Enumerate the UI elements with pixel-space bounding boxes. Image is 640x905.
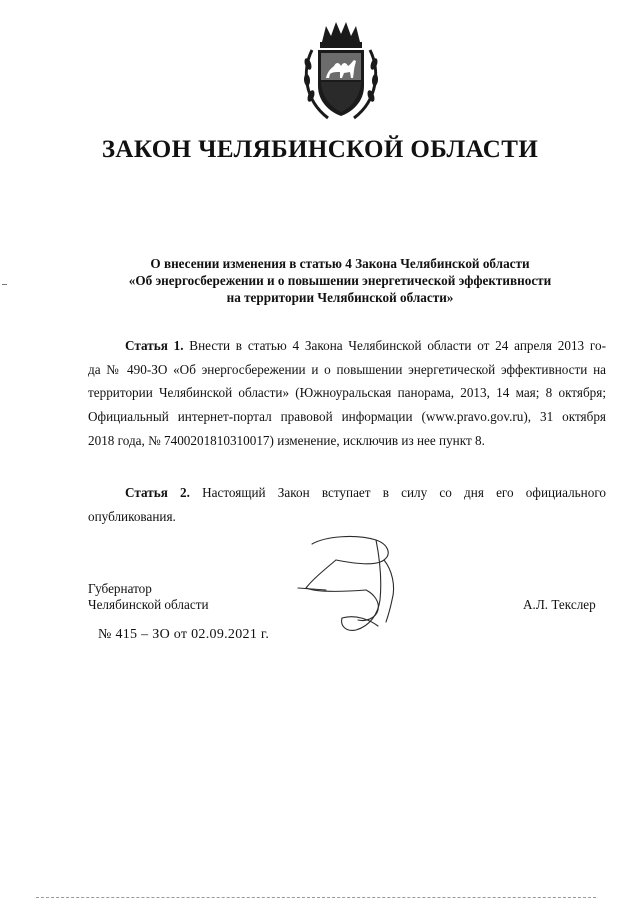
signature-mark [296, 530, 416, 648]
article-2-line [88, 481, 606, 505]
coat-of-arms-icon [298, 20, 384, 124]
article-1-line: да № 490-ЗО «Об энергосбережении и о повышении энергетической эффективности на [88, 361, 606, 377]
governor-region: Челябинской области [88, 597, 209, 612]
subject-line: на территории Челябинской области» [226, 290, 454, 305]
article-2-text: Настоящий Закон вступает в силу со дня его официального [189, 485, 606, 500]
article-1-line: территории Челябинской области» (Южноуральская панорама, 2013, 14 мая; 8 октября; [88, 385, 606, 401]
article-1-line: 2018 года, № 7400201810310017) изменение, исключив из нее пункт 8. [88, 432, 485, 448]
margin-mark [2, 284, 7, 285]
bottom-divider [36, 897, 596, 898]
governor-position: Губернатор [88, 581, 152, 596]
subject-line: «Об энергосбережении и о повышении энергетической эффективности [128, 273, 552, 288]
article-1-label: Статья 1. [125, 338, 184, 353]
article-1-text: Внести в статью 4 Закона Челябинской области от 24 апреля 2013 го- [183, 338, 606, 353]
article-2-line: опубликования. [88, 508, 176, 524]
article-1-line [88, 334, 606, 358]
article-1 [88, 334, 606, 452]
law-title: ЗАКОН ЧЕЛЯБИНСКОЙ ОБЛАСТИ [101, 136, 539, 163]
law-number: № 415 – ЗО от 02.09.2021 г. [98, 627, 270, 642]
law-subject [70, 255, 610, 306]
subject-line: О внесении изменения в статью 4 Закона Челябинской области [150, 256, 530, 271]
governor-title [88, 581, 209, 613]
governor-name: А.Л. Текслер [523, 597, 596, 612]
article-1-line: Официальный интернет-портал правовой информации (www.pravo.gov.ru), 31 октября [88, 409, 606, 425]
article-2 [88, 481, 606, 528]
article-2-label: Статья 2. [125, 485, 190, 500]
